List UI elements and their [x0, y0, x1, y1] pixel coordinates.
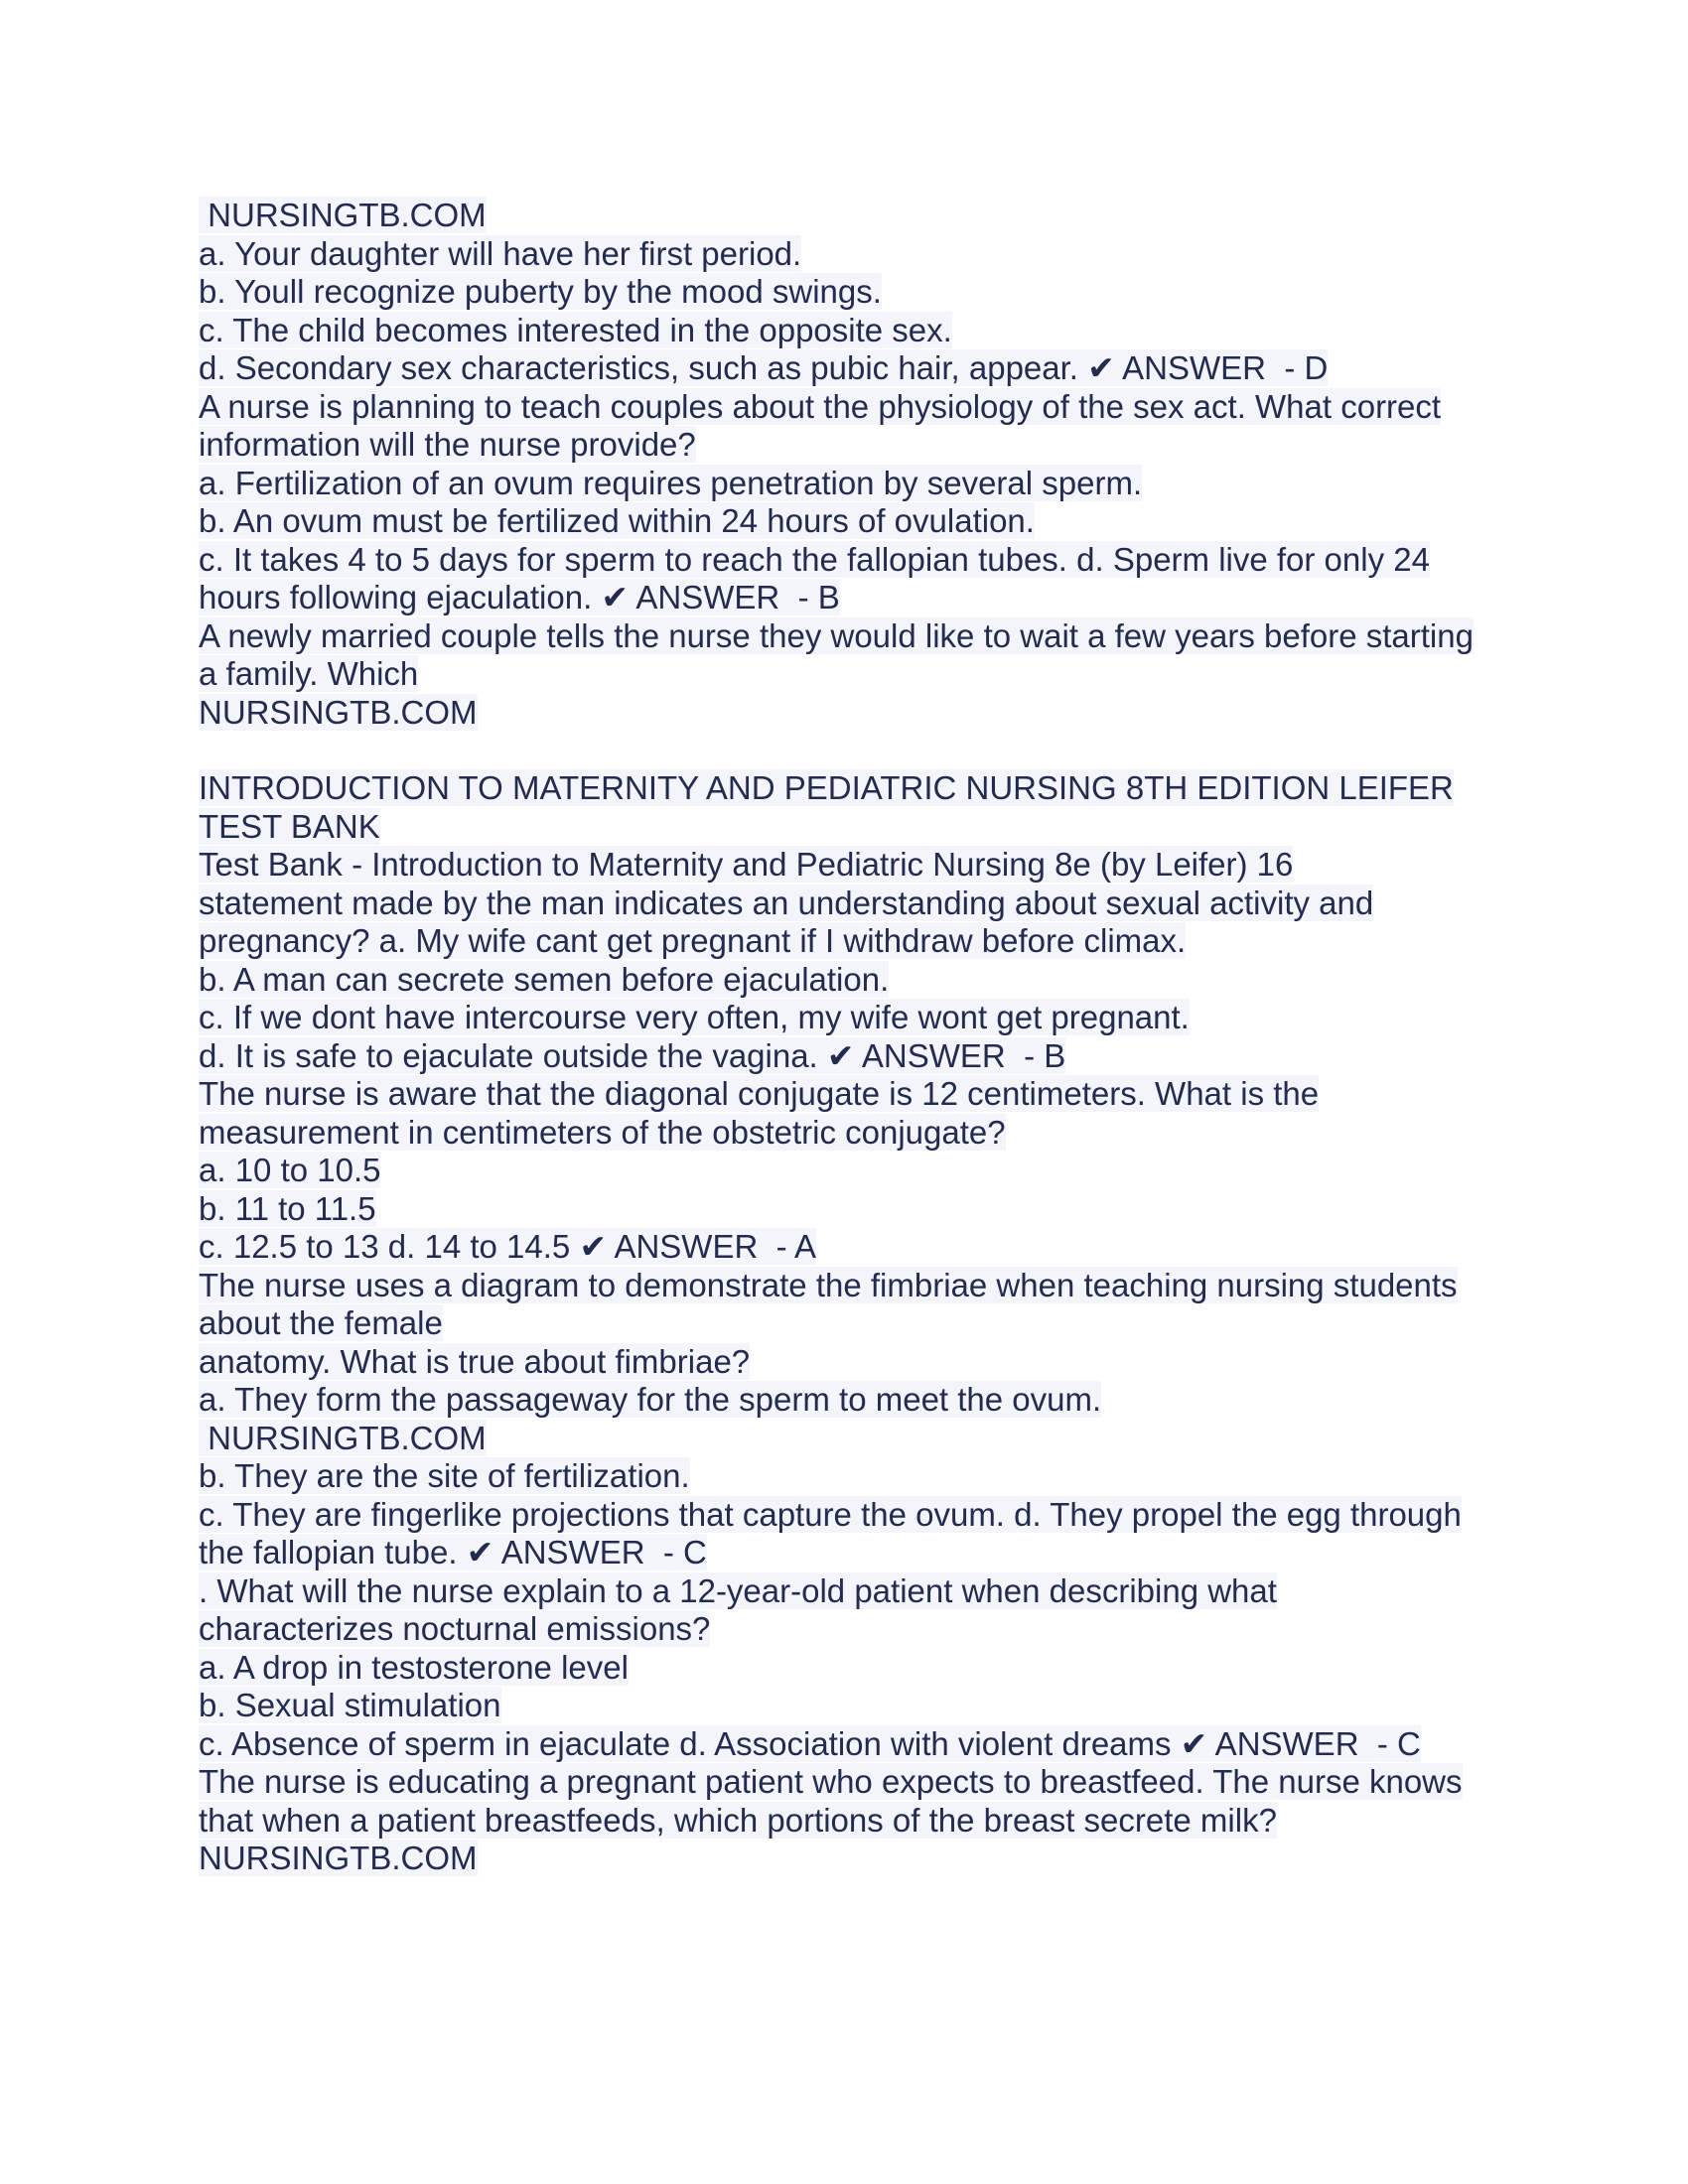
answer-option: b. An ovum must be fertilized within 24 hours of ovulation.	[199, 502, 1035, 539]
question-text: anatomy. What is true about fimbriae?	[199, 1342, 751, 1380]
answer-option: b. A man can secrete semen before ejaculation.	[199, 960, 890, 998]
question-text: A newly married couple tells the nurse they would like to wait a few years before starting	[199, 616, 1474, 654]
answer-option: b. They are the site of fertilization.	[199, 1457, 690, 1494]
watermark-line: NURSINGTB.COM	[199, 1840, 478, 1876]
question-text: about the female	[199, 1304, 443, 1341]
watermark-line: NURSINGTB.COM	[199, 1419, 487, 1456]
answer-option: a. 10 to 10.5	[199, 1152, 381, 1188]
answer-option: c. It takes 4 to 5 days for sperm to reach the fallopian tubes. d. Sperm live for only 24	[199, 540, 1430, 578]
question-text: The nurse is aware that the diagonal conjugate is 12 centimeters. What is the	[199, 1075, 1320, 1112]
answer-option-with-key: d. Secondary sex characteristics, such as pubic hair, appear. ✔ ANSWER - D	[199, 349, 1329, 386]
answer-option-with-key: hours following ejaculation. ✔ ANSWER - B	[199, 579, 840, 615]
answer-option-with-key: the fallopian tube. ✔ ANSWER - C	[199, 1534, 707, 1570]
answer-option: a. Your daughter will have her first period.	[199, 234, 802, 272]
question-text: that when a patient breastfeeds, which portions of the breast secrete milk?	[199, 1801, 1277, 1839]
question-text: statement made by the man indicates an understanding about sexual activity and	[199, 884, 1374, 921]
watermark-line: NURSINGTB.COM	[199, 693, 478, 731]
question-text: information will the nurse provide?	[199, 426, 696, 463]
answer-option: b. Sexual stimulation	[199, 1687, 501, 1723]
blank-line	[199, 732, 1519, 769]
watermark-line: NURSINGTB.COM	[199, 197, 487, 233]
question-text: A nurse is planning to teach couples about the physiology of the sex act. What correct	[199, 387, 1442, 425]
answer-option: c. The child becomes interested in the opposite sex.	[199, 311, 952, 348]
document-page	[199, 197, 1519, 1878]
answer-option: b. 11 to 11.5	[199, 1189, 376, 1227]
question-text: measurement in centimeters of the obstetric conjugate?	[199, 1113, 1006, 1151]
question-text: The nurse is educating a pregnant patient who expects to breastfeed. The nurse knows	[199, 1763, 1463, 1800]
question-text: characterizes nocturnal emissions?	[199, 1610, 711, 1647]
answer-option: a. Fertilization of an ovum requires penetration by several sperm.	[199, 464, 1143, 501]
book-title: TEST BANK	[199, 807, 380, 845]
answer-option: a. A drop in testosterone level	[199, 1648, 629, 1686]
question-text: . What will the nurse explain to a 12-year-old patient when describing what	[199, 1571, 1277, 1609]
question-text: The nurse uses a diagram to demonstrate the fimbriae when teaching nursing students	[199, 1266, 1458, 1303]
question-text: a family. Which	[199, 655, 419, 692]
answer-option: c. If we dont have intercourse very often, my wife wont get pregnant.	[199, 999, 1190, 1035]
answer-option-with-key: c. Absence of sperm in ejaculate d. Association with violent dreams ✔ ANSWER - C	[199, 1724, 1421, 1762]
answer-option: c. They are fingerlike projections that capture the ovum. d. They propel the egg through	[199, 1495, 1462, 1533]
answer-option: b. Youll recognize puberty by the mood swings.	[199, 273, 882, 310]
answer-option: a. They form the passageway for the sperm to meet the ovum.	[199, 1381, 1102, 1418]
book-title: INTRODUCTION TO MATERNITY AND PEDIATRIC NURSING 8TH EDITION LEIFER	[199, 769, 1454, 806]
answer-option-with-key: d. It is safe to ejaculate outside the vagina. ✔ ANSWER - B	[199, 1036, 1066, 1074]
question-text: pregnancy? a. My wife cant get pregnant if I withdraw before climax.	[199, 922, 1187, 959]
answer-option-with-key: c. 12.5 to 13 d. 14 to 14.5 ✔ ANSWER - A	[199, 1228, 816, 1265]
running-header: Test Bank - Introduction to Maternity and Pediatric Nursing 8e (by Leifer) 16	[199, 846, 1294, 883]
